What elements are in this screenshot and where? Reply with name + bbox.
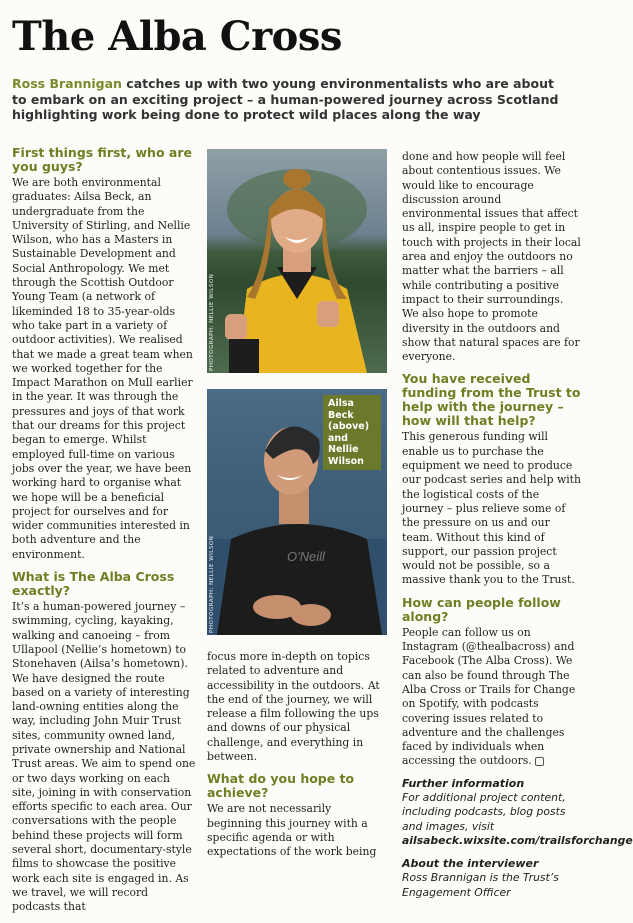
question-hope-to-achieve: What do you hope to achieve?	[207, 771, 355, 801]
column-3	[402, 150, 633, 908]
photo-caption: Ailsa Beck (above) and Nellie Wilson	[323, 395, 381, 470]
question-what-is-alba-cross: What is The Alba Cross exactly?	[12, 569, 175, 599]
answer-hope-to-achieve-cont: done and how people will feel about contentious issues. We would like to encourage discussion around environmental issues that affect us all, inspire people to get in touch with projects in their local area and enjoy the outdoors no matter what the barriers – all while contributing a positive impact to their surroundings. We also hope to promote diversity in the outdoors and show that natural spaces are for everyone.	[402, 150, 581, 364]
interviewer-text: Ross Brannigan is the Trust’s Engagement Officer	[402, 871, 559, 899]
standfirst	[12, 76, 567, 123]
question-who-are-you: First things first, who are you guys?	[12, 145, 192, 174]
question-follow-along: How can people follow along?	[402, 594, 561, 624]
photo-ailsa-beck	[207, 149, 387, 373]
article-title: The Alba Cross	[12, 13, 342, 60]
answer-hope-to-achieve: We are not necessarily beginning this journey with a specific agenda or with expectations of the work being	[207, 802, 377, 859]
further-info-heading: Further information	[402, 776, 525, 790]
further-info-body: For additional project content, including podcasts, blog posts and images, visit	[402, 790, 566, 833]
photo-nellie-wilson	[207, 389, 387, 635]
question-funding: You have received funding from the Trust to help with the journey – how will that help?	[402, 371, 581, 429]
photo-credit-2: PHOTOGRAPH: NELLIE WILSON	[209, 535, 215, 633]
answer-what-is-alba-cross-cont: focus more in-depth on topics related to adventure and accessibility in the outdoors. At the end of the journey, we will release a film following the ups and downs of our physical challenge, and everything in between.	[207, 650, 380, 764]
standfirst-author: Ross Brannigan	[12, 76, 122, 91]
answer-follow-along	[402, 626, 582, 769]
column-2	[207, 650, 389, 868]
standfirst-text: catches up with two young environmentalists who are about to embark on an exciting project – a human-powered journey across Scotland highlighting work being done to protect wild places along the way	[12, 76, 559, 122]
wetsuit-logo: O'Neill	[287, 549, 325, 564]
photo-ailsa-illustration	[207, 149, 387, 373]
further-info-link[interactable]: ailsabeck.wixsite.com/trailsforchange	[402, 834, 633, 848]
interviewer-heading: About the interviewer	[402, 856, 539, 870]
answer-follow-along-text: People can follow us on Instagram (@thealbacross) and Facebook (The Alba Cross). We can also be found through The Alba Cross or Trails for Change on Spotify, with podcasts covering issues related to adventure and the challenges faced by individuals when accessing the outdoors.	[402, 625, 576, 768]
answer-who-are-you: We are both environmental graduates: Ailsa Beck, an undergraduate from the University of Stirling, and Nellie Wilson, who has a Masters in Sustainable Development and Social Anthropology. We met through the Scottish Outdoor Young Team (a network of likeminded 18 to 35-year-olds who take part in a variety of outdoor activities). We realised that we made a great team when we worked together for the Impact Marathon on Mull earlier in the year. It was through the pressures and joys of that work that our dreams for this project began to emerge. Whilst employed full-time on various jobs over the year, we have been working hard to organise what we hope will be a beneficial project for ourselves and for wider communities interested in both adventure and the environment.	[12, 176, 193, 561]
column-1	[12, 146, 196, 923]
photo-credit-1: PHOTOGRAPH: NELLIE WILSON	[209, 273, 215, 371]
answer-what-is-alba-cross: It’s a human-powered journey – swimming, cycling, kayaking, walking and canoeing – from Ullapool (Nellie’s hometown) to Stonehaven (Ailsa’s hometown). We have designed the route based on a variety of interesting land-owning entities along the way, including John Muir Trust sites, community owned land, private ownership and National Trust areas. We aim to spend one or two days working on each site, joining in with conservation efforts specific to each area. Our conversations with the people behind these projects will form several short, documentary-style films to showcase the positive work each site is engaged in. As we travel, we will record podcasts that	[12, 600, 196, 914]
end-mark-icon	[535, 757, 544, 766]
further-info-text	[402, 790, 633, 849]
answer-funding: This generous funding will enable us to purchase the equipment we need to produce our podcast series and help with the logistical costs of the journey – plus relieve some of the pressure on us and our team. Without this kind of support, our passion project would not be possible, so a massive thank you to the Trust.	[402, 430, 581, 587]
